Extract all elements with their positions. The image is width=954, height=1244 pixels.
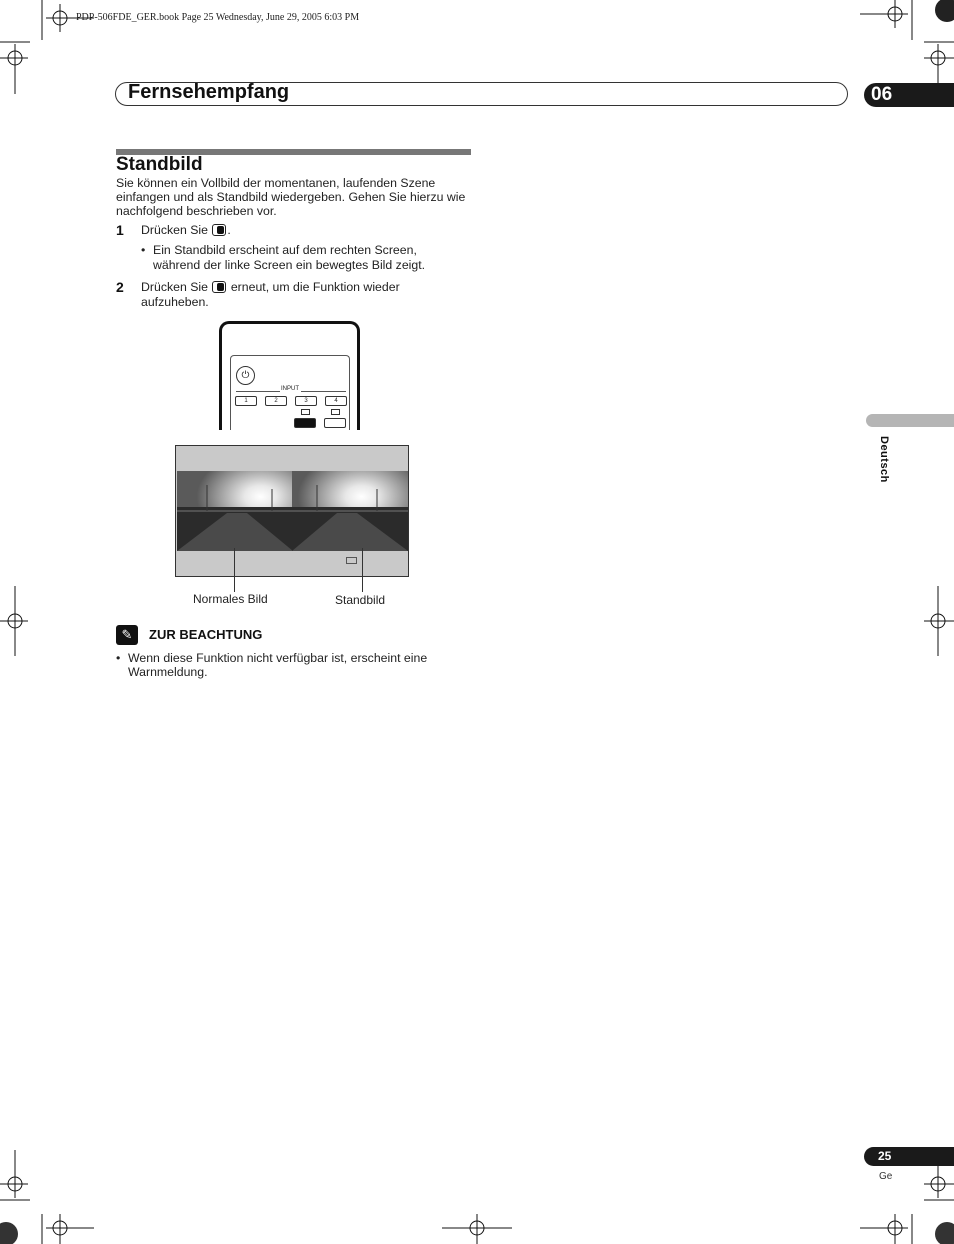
split-screen-icon — [301, 409, 310, 415]
section-intro: Sie können ein Vollbild der momentanen, laufenden Szene einfangen und als Standbild wiedergeben. Gehen Sie hierzu wie nachfolgend beschrieben vor. — [116, 176, 466, 218]
caption-normal-picture: Normales Bild — [193, 592, 268, 606]
callout-line-right — [362, 548, 363, 592]
step-1-text-before: Drücken Sie — [141, 223, 208, 237]
step-2-number: 2 — [116, 279, 124, 295]
input-divider — [301, 391, 346, 392]
freeze-button-icon — [294, 418, 316, 428]
note-heading: ZUR BEACHTUNG — [149, 627, 263, 642]
step-1-text — [141, 223, 231, 238]
step-1-text-after: . — [227, 223, 231, 237]
step-1-number: 1 — [116, 222, 124, 238]
page-language-code: Ge — [879, 1171, 893, 1182]
input-button-1: 1 — [235, 396, 257, 406]
normal-picture-image — [177, 471, 293, 551]
freeze-button-icon — [212, 224, 226, 236]
caption-still-picture: Standbild — [335, 593, 386, 607]
section-title: Standbild — [116, 154, 203, 175]
step-1-bullet: Ein Standbild erscheint auf dem rechten Screen, während der linke Screen ein bewegtes Bild zeigt. — [153, 243, 426, 272]
freeze-button-icon — [212, 281, 226, 293]
still-picture-image — [292, 471, 408, 551]
step-2-text-after: erneut, um die Funktion wieder aufzuheben. — [141, 280, 400, 309]
language-label: Deutsch — [878, 436, 890, 483]
input-button-4: 4 — [325, 396, 347, 406]
input-divider — [236, 391, 280, 392]
chapter-title: Fernsehempfang — [128, 81, 290, 103]
page-number-tab: 25 — [864, 1147, 954, 1166]
callout-line-left — [234, 548, 235, 592]
remote-cutoff — [216, 430, 366, 446]
step-2-text-before: Drücken Sie — [141, 280, 208, 294]
pencil-icon: ✎ — [116, 625, 138, 645]
bullet-icon: • — [116, 651, 121, 665]
file-header: PDP-506FDE_GER.book Page 25 Wednesday, June 29, 2005 6:03 PM — [76, 12, 360, 23]
chapter-number-tab: 06 — [864, 83, 954, 107]
swap-screen-icon — [331, 409, 340, 415]
input-label: INPUT — [281, 386, 299, 392]
step-2-text — [141, 280, 441, 310]
note-item: Wenn diese Funktion nicht verfügbar ist, erscheint eine Warnmeldung. — [128, 651, 428, 679]
language-tab — [866, 414, 954, 427]
freeze-indicator-icon — [346, 557, 357, 564]
input-button-2: 2 — [265, 396, 287, 406]
input-button-3: 3 — [295, 396, 317, 406]
screen-mode-button-icon — [324, 418, 346, 428]
bullet-icon: • — [141, 243, 146, 257]
power-icon: ⏻ — [236, 366, 255, 385]
